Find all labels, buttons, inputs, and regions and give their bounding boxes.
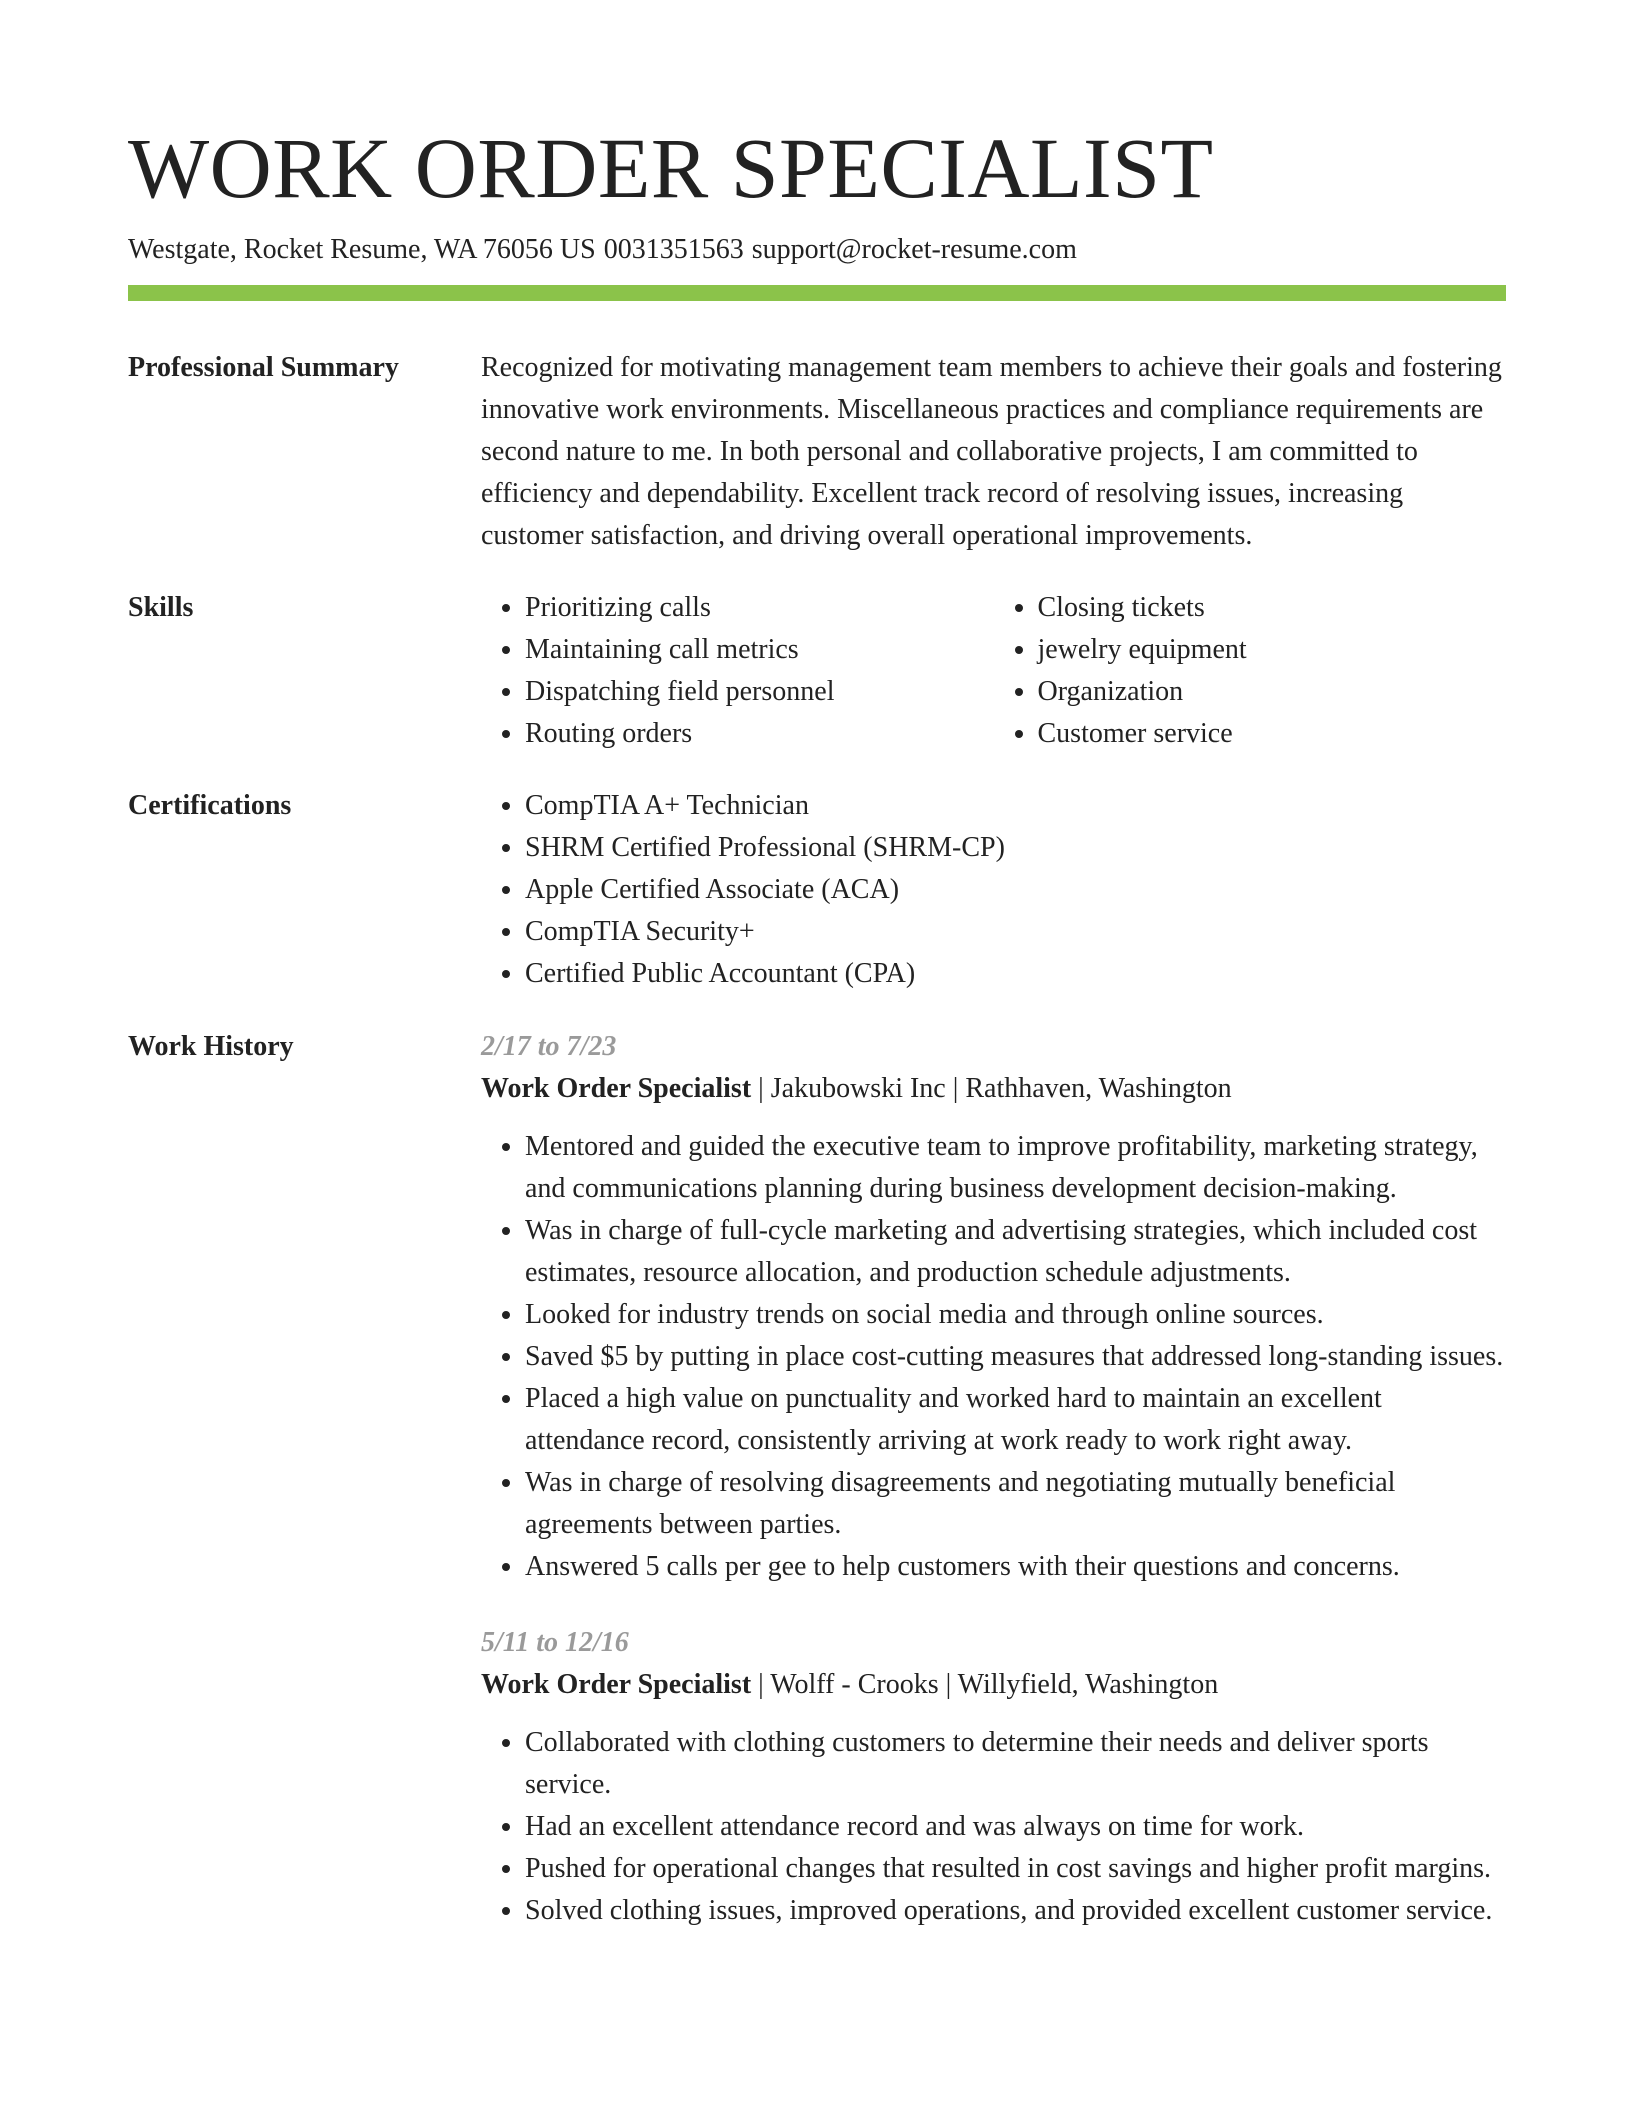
- summary-body: [481, 347, 1506, 557]
- certification-item: • SHRM Certified Professional (SHRM-CP): [525, 827, 1506, 869]
- summary-heading: Professional Summary: [128, 352, 399, 383]
- job-bullet: • Was in charge of full-cycle marketing and advertising strategies, which included cost estimates, resource allocation, and production schedule adjustments.: [525, 1210, 1506, 1294]
- skill-item: • jewelry equipment: [1038, 629, 1507, 671]
- skill-item: • Closing tickets: [1038, 587, 1507, 629]
- skill-item: • Dispatching field personnel: [525, 671, 994, 713]
- skills-heading: Skills: [128, 592, 194, 623]
- page-title: WORK ORDER SPECIALIST: [128, 120, 1214, 216]
- skills-column-1: [481, 587, 994, 755]
- job-entry: [481, 1622, 1506, 1932]
- skill-item: • Maintaining call metrics: [525, 629, 994, 671]
- contact-info: [128, 232, 1077, 268]
- skills-grid: [481, 587, 1506, 755]
- certification-item: • Apple Certified Associate (ACA): [525, 869, 1506, 911]
- contact-phone: 0031351563: [603, 234, 744, 265]
- job-title: Work Order Specialist: [481, 1073, 752, 1104]
- job-dates: 5/11 to 12/16: [481, 1627, 629, 1658]
- contact-address: Westgate, Rocket Resume, WA 76056 US: [128, 234, 596, 265]
- job-bullet: • Collaborated with clothing customers to determine their needs and deliver sports service.: [525, 1722, 1506, 1806]
- job-bullet: • Looked for industry trends on social media and through online sources.: [525, 1294, 1506, 1336]
- job-bullets: [481, 1722, 1506, 1932]
- job-bullet: • Pushed for operational changes that resulted in cost savings and higher profit margins.: [525, 1848, 1506, 1890]
- skill-item: • Routing orders: [525, 713, 994, 755]
- skill-item: • Organization: [1038, 671, 1507, 713]
- certifications-heading: Certifications: [128, 790, 292, 821]
- certifications-list: [481, 785, 1506, 995]
- contact-email: support@rocket-resume.com: [751, 234, 1077, 265]
- summary-text: Recognized for motivating management team members to achieve their goals and fostering innovative work environments. Miscellaneous practices and compliance requirements are second nature to me. In both personal and collaborative projects, I am committed to efficiency and dependability. Excellent track record of resolving issues, increasing customer satisfaction, and driving overall operational improvements.: [481, 352, 1502, 551]
- work-history-heading: Work History: [128, 1031, 294, 1062]
- skill-item: • Customer service: [1038, 713, 1507, 755]
- certifications-body: [481, 785, 1506, 995]
- skills-column-2: [994, 587, 1507, 755]
- job-bullet: • Placed a high value on punctuality and worked hard to maintain an excellent attendance record, consistently arriving at work ready to work right away.: [525, 1378, 1506, 1462]
- job-bullet: • Solved clothing issues, improved operations, and provided excellent customer service.: [525, 1890, 1506, 1932]
- header-divider: [128, 285, 1506, 301]
- job-details: | Wolff - Crooks | Willyfield, Washington: [751, 1669, 1219, 1700]
- certification-item: • CompTIA A+ Technician: [525, 785, 1506, 827]
- job-details: | Jakubowski Inc | Rathhaven, Washington: [751, 1073, 1232, 1104]
- job-entry: [481, 1026, 1506, 1588]
- job-bullet: • Was in charge of resolving disagreements and negotiating mutually beneficial agreements between parties.: [525, 1462, 1506, 1546]
- job-bullet: • Saved $5 by putting in place cost-cutting measures that addressed long-standing issues.: [525, 1336, 1506, 1378]
- job-header: [481, 1664, 1506, 1706]
- job-header: [481, 1068, 1506, 1110]
- skills-body: [481, 587, 1506, 755]
- job-title: Work Order Specialist: [481, 1669, 752, 1700]
- certification-item: • CompTIA Security+: [525, 911, 1506, 953]
- job-bullets: [481, 1126, 1506, 1588]
- job-bullet: • Had an excellent attendance record and was always on time for work.: [525, 1806, 1506, 1848]
- skill-item: • Prioritizing calls: [525, 587, 994, 629]
- job-bullet: • Mentored and guided the executive team to improve profitability, marketing strategy, and communications planning during business development decision-making.: [525, 1126, 1506, 1210]
- certification-item: • Certified Public Accountant (CPA): [525, 953, 1506, 995]
- job-dates: 2/17 to 7/23: [481, 1031, 617, 1062]
- work-history-body: [481, 1026, 1506, 1932]
- job-bullet: • Answered 5 calls per gee to help customers with their questions and concerns.: [525, 1546, 1506, 1588]
